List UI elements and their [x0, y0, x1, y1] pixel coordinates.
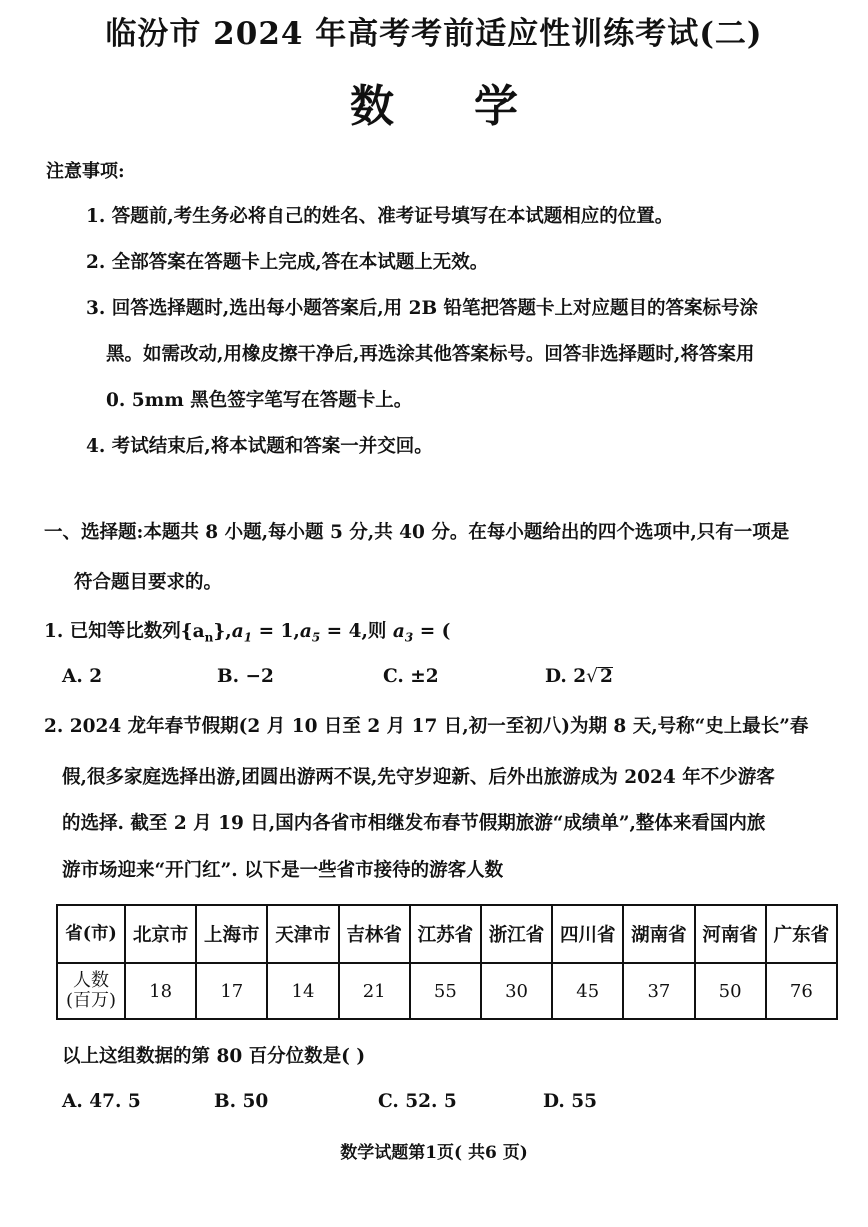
subject-title: 数学	[350, 81, 598, 132]
table-cell-value: 14	[267, 963, 338, 1019]
table-cell-value: 18	[125, 963, 196, 1019]
table-cell-province: 河南省	[695, 905, 766, 963]
q2-option-c: C. 52. 5	[378, 1091, 457, 1112]
table-cell-value: 55	[410, 963, 481, 1019]
q1-option-d: D. 2√ 2	[545, 666, 613, 687]
notice-heading: 注意事项:	[46, 161, 125, 182]
notice-item-3: 3. 回答选择题时,选出每小题答案后,用 2B 铅笔把答题卡上对应题目的答案标号涂	[86, 298, 759, 319]
table-cell-province: 吉林省	[339, 905, 410, 963]
page-footer: 数学试题第1页( 共6 页)	[340, 1143, 528, 1163]
q1-option-c: C. ±2	[383, 666, 439, 687]
tourist-table	[56, 904, 838, 1020]
table-cell-province: 上海市	[196, 905, 267, 963]
table-cell-value: 37	[623, 963, 694, 1019]
q1-option-a: A. 2	[62, 666, 103, 687]
notice-item-4: 4. 考试结束后,将本试题和答案一并交回。	[86, 436, 433, 457]
table-header-label: 省(市)	[57, 905, 125, 963]
table-cell-province: 湖南省	[623, 905, 694, 963]
question-2-line-1: 2. 2024 龙年春节假期(2 月 10 日至 2 月 17 日,初一至初八)为期 8 天,号称“史上最长”春	[44, 716, 809, 737]
q1-prefix: 1. 已知等比数列	[44, 621, 181, 642]
notice-item-3-cont2: 0. 5mm 黑色签字笔写在答题卡上。	[106, 390, 413, 411]
table-cell-value: 21	[339, 963, 410, 1019]
question-2-line-2: 假,很多家庭选择出游,团圆出游两不误,先守岁迎新、后外出旅游成为 2024 年不少游客	[62, 767, 775, 788]
q1-a5: $a_5$	[299, 621, 321, 645]
table-cell-province: 北京市	[125, 905, 196, 963]
section-heading: 一、选择题:本题共 8 小题,每小题 5 分,共 40 分。在每小题给出的四个选项中,只有一项是	[44, 522, 790, 543]
notice-item-3-cont: 黑。如需改动,用橡皮擦干净后,再选涂其他答案标号。回答非选择题时,将答案用	[106, 344, 755, 365]
table-cell-value: 45	[552, 963, 623, 1019]
q1-a3: $a_3$	[392, 621, 414, 645]
table-cell-province: 天津市	[267, 905, 338, 963]
exam-title: 临汾市 2024 年高考考前适应性训练考试(二)	[105, 16, 763, 52]
q2-option-b: B. 50	[214, 1091, 269, 1112]
question-1-stem: 1. 已知等比数列$\{a_n\},a_1 = 1,a_5 = 4$,则 $a_3$ = (	[44, 621, 451, 645]
table-row	[57, 905, 837, 963]
q1-a1: $a_1$	[231, 621, 253, 645]
table-cell-province: 江苏省	[410, 905, 481, 963]
table-cell-value: 30	[481, 963, 552, 1019]
q2-option-a: A. 47. 5	[62, 1091, 141, 1112]
table-value-label: 人数 (百万)	[57, 963, 125, 1019]
table-cell-value: 17	[196, 963, 267, 1019]
q1-sequence: $\{a_n\}$	[180, 621, 226, 645]
notice-item-2: 2. 全部答案在答题卡上完成,答在本试题上无效。	[86, 252, 489, 273]
table-cell-province: 广东省	[766, 905, 837, 963]
table-cell-value: 50	[695, 963, 766, 1019]
question-2-ask: 以上这组数据的第 80 百分位数是( )	[62, 1046, 366, 1067]
table-cell-province: 浙江省	[481, 905, 552, 963]
q1-option-b: B. −2	[217, 666, 274, 687]
table-cell-province: 四川省	[552, 905, 623, 963]
question-2-line-4: 游市场迎来“开门红”. 以下是一些省市接待的游客人数	[62, 860, 504, 881]
q2-option-d: D. 55	[543, 1091, 598, 1112]
question-2-line-3: 的选择. 截至 2 月 19 日,国内各省市相继发布春节假期旅游“成绩单”,整体来看国内旅	[62, 813, 766, 834]
table-cell-value: 76	[766, 963, 837, 1019]
table-row	[57, 963, 837, 1019]
notice-item-1: 1. 答题前,考生务必将自己的姓名、准考证号填写在本试题相应的位置。	[86, 206, 674, 227]
section-heading-cont: 符合题目要求的。	[74, 572, 223, 593]
